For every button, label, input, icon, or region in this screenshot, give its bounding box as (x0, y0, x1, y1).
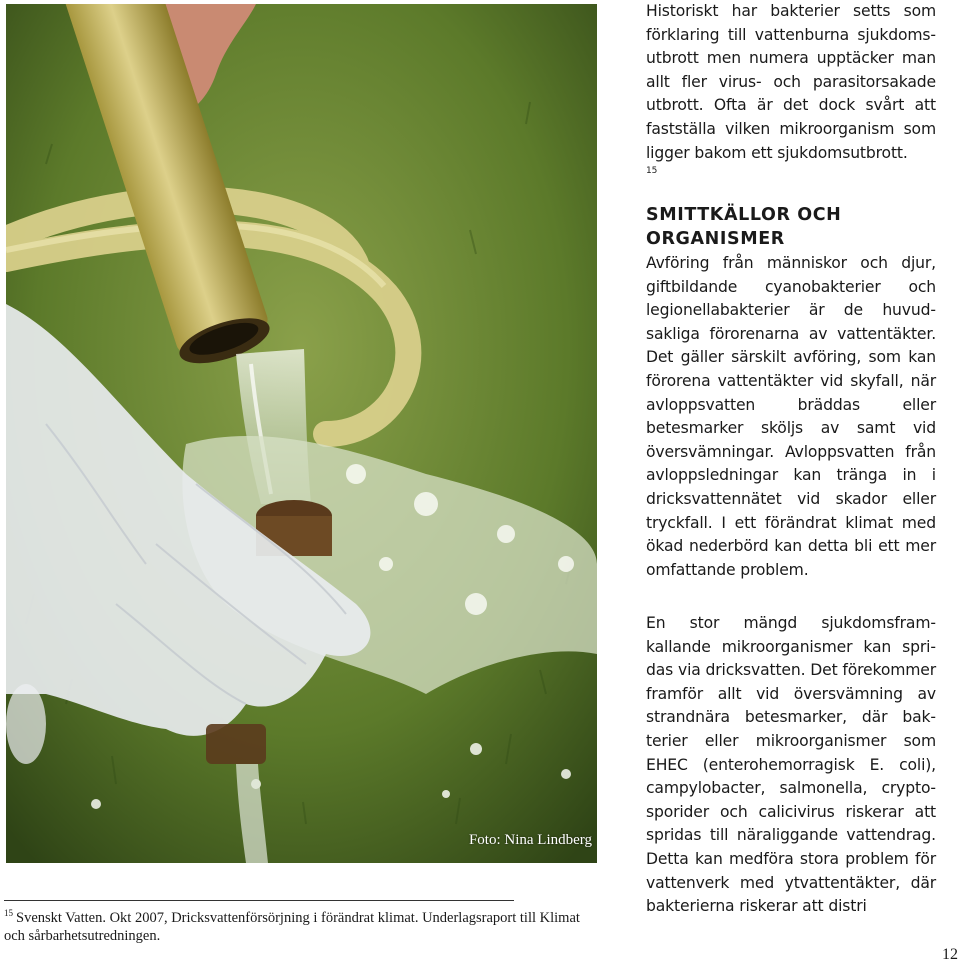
footnote-text: Svenskt Vatten. Okt 2007, Dricksvattenförsörjning i förändrat klimat. Underlagsraport till Klimat och sårbarhetsutredningen. (4, 910, 580, 944)
section-paragraph: Avföring från människor och djur, giftbildande cyanobakterier och legionellabakterier är de huvudsakliga förorenarna av vattentäkter. Det gäller särskilt avföring, som kan förorena vattentäkter vid skyfall, när avloppsvatten bräddas eller betesmarker sköljs av samt vid översvämningar. Avloppsvatten från avloppsledningar kan tränga in i dricksvattennätet vid skador eller tryckfall. I ett förändrat klimat med ökad nederbörd kan detta bli ett mer omfattande problem. (646, 254, 936, 579)
photo-caption: Foto: Nina Lindberg (468, 832, 592, 848)
intro-paragraph: Historiskt har bakterier setts som förklaring till vattenburna sjukdomsutbrott men numera upptäcker man allt fler virus- och parasitorsakade utbrott. Ofta är det dock svårt att fastställa vilken mikroorganism som ligger bakom ett sjukdomsutbrott. (646, 2, 936, 162)
intro-text-block (646, 0, 936, 178)
section-heading: SMITTKÄLLOR OCH ORGANISMER (646, 205, 842, 249)
photo-illustration (6, 4, 597, 863)
section-smittkallor (646, 203, 936, 582)
footnote-reference: 15 (646, 166, 658, 177)
footnote (4, 904, 604, 945)
footnote-number: 15 (4, 908, 13, 918)
second-paragraph: En stor mängd sjukdomsframkallande mikroorganismer kan spridas via dricksvatten. Det förekommer framför allt vid översvämning av strandnära betesmarker, där bakterier eller mikroorganismer som EHEC (enterohemorragisk E. coli), campylobacter, salmonella, cryptosporider och calicivirus riskerar att spridas till näraliggande vattendrag. Detta kan medföra stora problem för vattenverk med ytvattentäkter, där bakterierna riskerar att distri (646, 614, 936, 916)
footnote-divider (4, 900, 514, 901)
second-text-block (646, 612, 936, 919)
page-number: 12 (942, 946, 958, 963)
photo-water-from-pipe (6, 4, 597, 863)
